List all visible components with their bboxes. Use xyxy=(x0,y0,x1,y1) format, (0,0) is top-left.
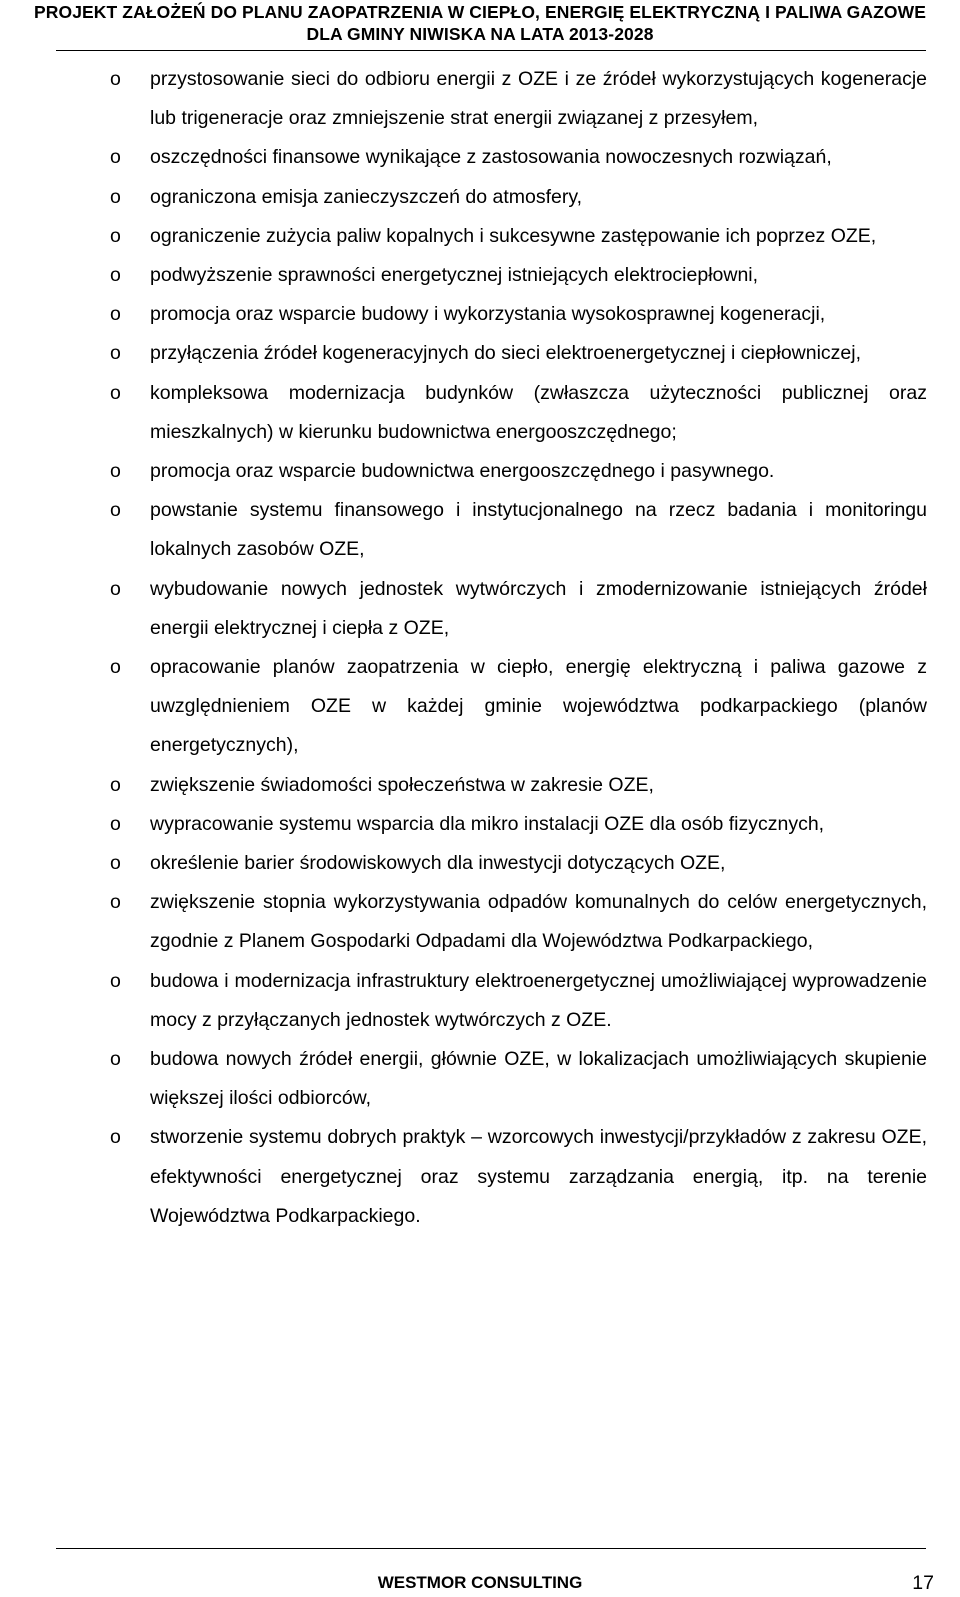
list-item xyxy=(110,844,927,883)
list-item xyxy=(110,374,927,452)
bullet-marker: o xyxy=(110,381,121,404)
footer-divider xyxy=(56,1548,926,1549)
header-divider xyxy=(56,50,926,51)
bullet-marker: o xyxy=(110,185,121,208)
list-item-text: promocja oraz wsparcie budowy i wykorzystania wysokosprawnej kogeneracji, xyxy=(150,303,826,326)
list-item xyxy=(110,766,927,805)
bullet-list xyxy=(110,60,927,1236)
bullet-marker: o xyxy=(110,303,121,326)
page-header xyxy=(0,0,960,45)
list-item-text: promocja oraz wsparcie budownictwa energooszczędnego i pasywnego. xyxy=(150,460,775,483)
list-item-text: zwiększenie świadomości społeczeństwa w zakresie OZE, xyxy=(150,773,654,796)
bullet-marker: o xyxy=(110,460,121,483)
list-item xyxy=(110,295,927,334)
bullet-marker: o xyxy=(110,68,121,90)
list-item-text: stworzenie systemu dobrych praktyk – wzorcowych inwestycji/przykładów z zakresu OZE, efektywności energetycznej oraz systemu zarządzania energią, itp. na terenie Województwa Podkarpackiego. xyxy=(150,1126,927,1227)
list-item xyxy=(110,138,927,177)
bullet-marker: o xyxy=(110,342,121,365)
list-item-text: powstanie systemu finansowego i instytucjonalnego na rzecz badania i monitoringu lokalnych zasobów OZE, xyxy=(150,499,927,561)
list-item xyxy=(110,178,927,217)
header-title-line1: PROJEKT ZAŁOŻEŃ DO PLANU ZAOPATRZENIA W CIEPŁO, ENERGIĘ ELEKTRYCZNĄ I PALIWA GAZOWE xyxy=(33,2,927,22)
list-item xyxy=(110,883,927,961)
list-item xyxy=(110,1040,927,1118)
list-item-text: ograniczona emisja zanieczyszczeń do atmosfery, xyxy=(150,185,583,208)
bullet-marker: o xyxy=(110,224,121,247)
bullet-marker: o xyxy=(110,264,121,287)
list-item-text: wybudowanie nowych jednostek wytwórczych i zmodernizowanie istniejących źródeł energii elektrycznej i ciepła z OZE, xyxy=(150,577,927,639)
page-number: 17 xyxy=(912,1572,934,1594)
list-item-text: określenie barier środowiskowych dla inwestycji dotyczących OZE, xyxy=(150,852,726,875)
bullet-marker: o xyxy=(110,891,121,914)
list-item xyxy=(110,452,927,491)
list-item-text: wypracowanie systemu wsparcia dla mikro instalacji OZE dla osób fizycznych, xyxy=(150,812,825,835)
bullet-marker: o xyxy=(110,1126,121,1149)
bullet-marker: o xyxy=(110,969,121,992)
list-item xyxy=(110,648,927,766)
list-item-text: budowa nowych źródeł energii, głównie OZE, w lokalizacjach umożliwiających skupienie większej ilości odbiorców, xyxy=(150,1048,927,1110)
bullet-marker: o xyxy=(110,146,121,169)
list-item xyxy=(110,217,927,256)
list-item-text: przystosowanie sieci do odbioru energii z OZE i ze źródeł wykorzystujących kogeneracje lub trigeneracje oraz zmniejszenie strat energii związanej z przesyłem, xyxy=(150,68,927,130)
list-item-text: kompleksowa modernizacja budynków (zwłaszcza użyteczności publicznej oraz mieszkalnych) w kierunku budownictwa energooszczędnego; xyxy=(150,381,927,443)
footer-company: WESTMOR CONSULTING xyxy=(377,1573,583,1592)
list-item xyxy=(110,1118,927,1236)
list-item-text: opracowanie planów zaopatrzenia w ciepło, energię elektryczną i paliwa gazowe z uwzględnieniem OZE w każdej gminie województwa podkarpackiego (planów energetycznych), xyxy=(150,656,927,757)
list-item-text: przyłączenia źródeł kogeneracyjnych do sieci elektroenergetycznej i ciepłowniczej, xyxy=(150,342,862,365)
list-item xyxy=(110,60,927,138)
list-item-text: zwiększenie stopnia wykorzystywania odpadów komunalnych do celów energetycznych, zgodnie z Planem Gospodarki Odpadami dla Województwa Podkarpackiego, xyxy=(150,891,927,953)
bullet-marker: o xyxy=(110,656,121,679)
bullet-marker: o xyxy=(110,773,121,796)
list-item-text: oszczędności finansowe wynikające z zastosowania nowoczesnych rozwiązań, xyxy=(150,146,832,169)
list-item-text: budowa i modernizacja infrastruktury elektroenergetycznej umożliwiającej wyprowadzenie mocy z przyłączanych jednostek wytwórczych z OZE. xyxy=(150,969,927,1031)
bullet-marker: o xyxy=(110,1048,121,1071)
bullet-marker: o xyxy=(110,499,121,522)
list-item-text: ograniczenie zużycia paliw kopalnych i sukcesywne zastępowanie ich poprzez OZE, xyxy=(150,224,877,247)
list-item-text: podwyższenie sprawności energetycznej istniejących elektrociepłowni, xyxy=(150,264,759,287)
list-item xyxy=(110,805,927,844)
list-item xyxy=(110,491,927,569)
bullet-marker: o xyxy=(110,577,121,600)
document-body xyxy=(110,60,927,1236)
list-item xyxy=(110,256,927,295)
list-item xyxy=(110,334,927,373)
list-item xyxy=(110,962,927,1040)
list-item xyxy=(110,570,927,648)
bullet-marker: o xyxy=(110,852,121,875)
bullet-marker: o xyxy=(110,812,121,835)
header-title-line2: DLA GMINY NIWISKA NA LATA 2013-2028 xyxy=(306,24,654,44)
